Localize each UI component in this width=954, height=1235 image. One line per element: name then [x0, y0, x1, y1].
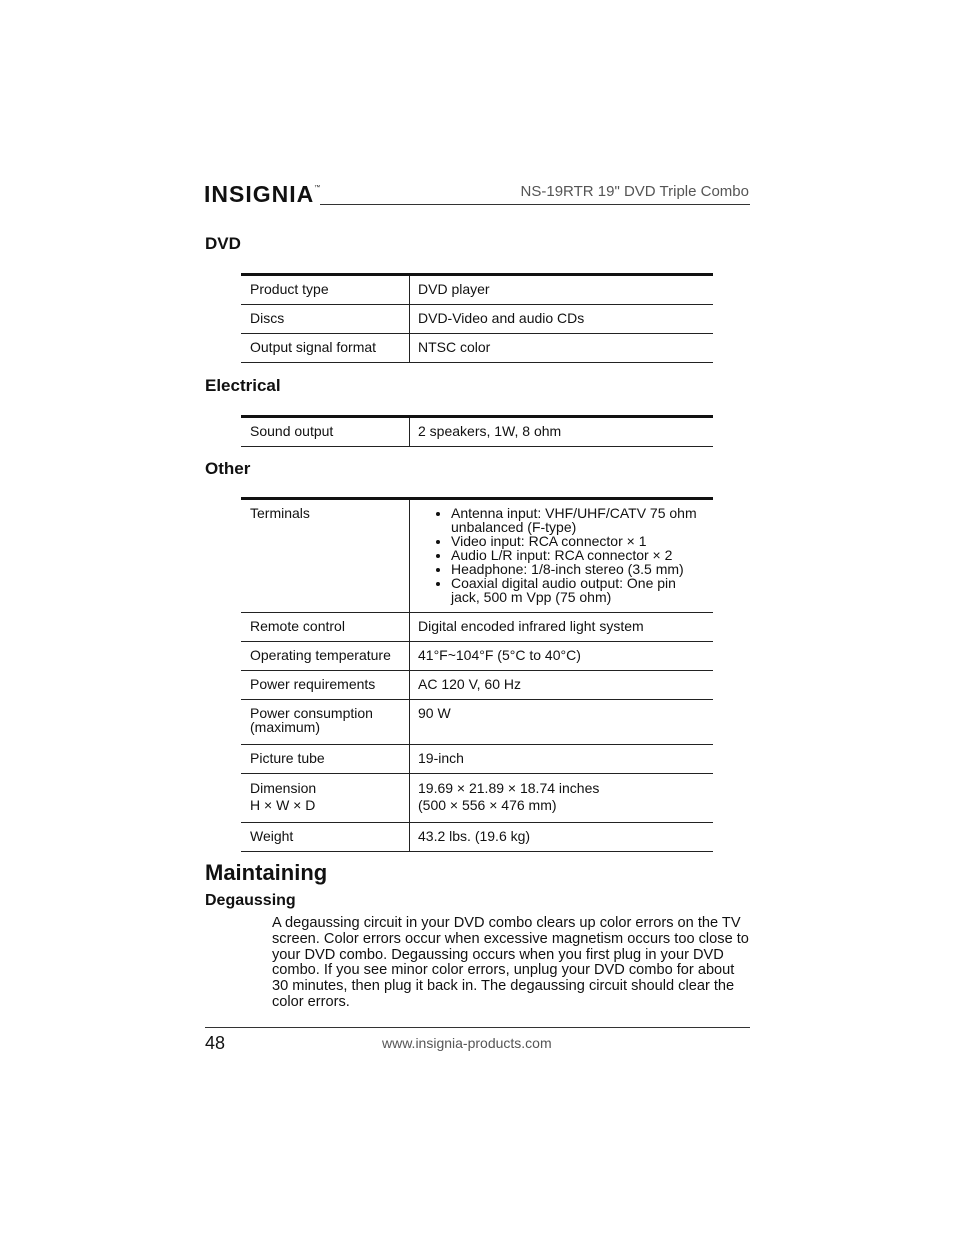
table-row — [241, 774, 713, 823]
table-row — [241, 823, 713, 852]
header-rule — [320, 204, 750, 205]
table-row — [241, 275, 713, 305]
table-row — [241, 499, 713, 613]
electrical-heading: Electrical — [205, 376, 281, 395]
spec-value: 43.2 lbs. (19.6 kg) — [410, 823, 714, 852]
footer-rule — [205, 1027, 750, 1028]
spec-label — [241, 774, 410, 823]
spec-value-line: 19.69 × 21.89 × 18.74 inches — [418, 780, 600, 796]
spec-value: 90 W — [410, 700, 714, 745]
spec-label: Remote control — [241, 613, 410, 642]
degaussing-paragraph: A degaussing circuit in your DVD combo clears up color errors on the TV screen. Color errors occur when excessive magnetism occurs too close to your DVD combo. Degaussing occurs when you first plug in your DVD combo. If you see minor color errors, unplug your DVD combo for about 30 minutes, then plug it back in. The degaussing circuit should clear the color errors. — [272, 915, 749, 1010]
spec-label: Output signal format — [241, 334, 410, 363]
spec-value: 19-inch — [410, 745, 714, 774]
spec-label — [241, 700, 410, 745]
spec-label: Discs — [241, 305, 410, 334]
spec-label: Power requirements — [241, 671, 410, 700]
page-number: 48 — [205, 1033, 226, 1053]
footer-url: www.insignia-products.com — [382, 1035, 552, 1051]
spec-value — [410, 499, 714, 613]
spec-label: Sound output — [241, 417, 410, 447]
other-heading: Other — [205, 459, 251, 478]
spec-label: Weight — [241, 823, 410, 852]
table-row — [241, 642, 713, 671]
table-row — [241, 613, 713, 642]
list-item: • Video input: RCA connector × 1 — [451, 534, 704, 548]
list-item: • Antenna input: VHF/UHF/CATV 75 ohm unbalanced (F-type) — [451, 506, 704, 534]
maintaining-heading: Maintaining — [205, 860, 328, 885]
spec-label-line: H × W × D — [250, 797, 316, 813]
table-row — [241, 700, 713, 745]
degaussing-heading: Degaussing — [205, 892, 296, 909]
list-item: • Coaxial digital audio output: One pin jack, 500 m Vpp (75 ohm) — [451, 576, 704, 604]
spec-value — [410, 774, 714, 823]
list-item: • Audio L/R input: RCA connector × 2 — [451, 548, 704, 562]
spec-value: Digital encoded infrared light system — [410, 613, 714, 642]
dvd-spec-table — [241, 273, 713, 363]
spec-label-line: (maximum) — [250, 719, 320, 735]
table-row — [241, 417, 713, 447]
spec-value: NTSC color — [410, 334, 714, 363]
logo-text: INSIGNIA — [204, 181, 315, 207]
logo-trademark: ™ — [314, 185, 322, 191]
electrical-spec-table — [241, 415, 713, 447]
spec-value: DVD-Video and audio CDs — [410, 305, 714, 334]
terminals-list — [418, 506, 704, 604]
header-title: NS-19RTR 19" DVD Triple Combo — [520, 183, 749, 200]
other-spec-table — [241, 497, 713, 852]
spec-label: Picture tube — [241, 745, 410, 774]
spec-label-line: Power consumption — [250, 705, 373, 721]
table-row — [241, 671, 713, 700]
spec-value: DVD player — [410, 275, 714, 305]
table-row — [241, 745, 713, 774]
table-row — [241, 334, 713, 363]
spec-value: 2 speakers, 1W, 8 ohm — [410, 417, 714, 447]
insignia-logo — [204, 181, 321, 208]
spec-label-line: Dimension — [250, 780, 317, 796]
spec-label: Product type — [241, 275, 410, 305]
list-item: • Headphone: 1/8-inch stereo (3.5 mm) — [451, 562, 704, 576]
spec-value-line: (500 × 556 × 476 mm) — [418, 797, 557, 813]
spec-value: 41°F~104°F (5°C to 40°C) — [410, 642, 714, 671]
dvd-heading: DVD — [205, 234, 241, 253]
spec-value: AC 120 V, 60 Hz — [410, 671, 714, 700]
spec-label: Operating temperature — [241, 642, 410, 671]
table-row — [241, 305, 713, 334]
spec-label: Terminals — [241, 499, 410, 613]
